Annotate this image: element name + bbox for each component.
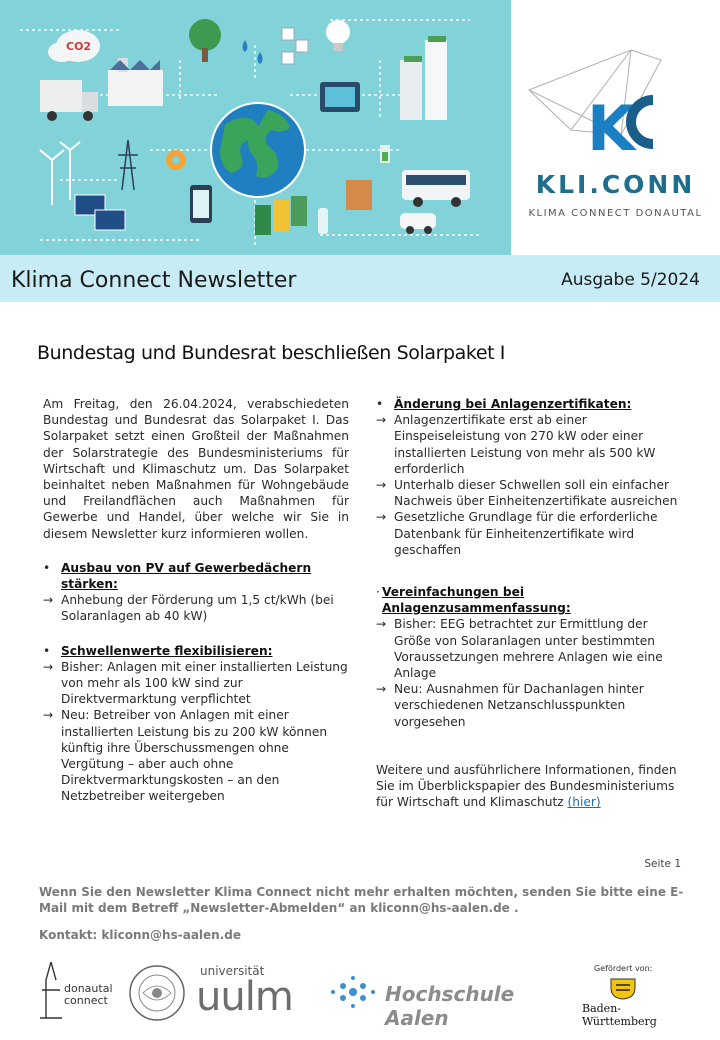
- seal-icon: [128, 964, 186, 1022]
- issue-number: Ausgabe 5/2024: [561, 270, 700, 290]
- globe-icon: [211, 103, 305, 197]
- hochschule-aalen-logo: [325, 972, 570, 1030]
- intro-paragraph: Am Freitag, den 26.04.2024, verabschiedeten Bundestag und Bundesrat das Solarpaket I. Das Solarpaket setzt einen Großteil der Maßnahmen der Solarstrategie des Bundesministeriums für Wirtschaft und Klimaschutz um. Das Solarpaket beinhaltet neben Maßnahmen für Wohngebäude und Freilandflächen auch Maßnahmen für Gewerbe und Handel, über welche wir Sie in diesem Newsletter kurz informieren wollen.: [43, 397, 349, 541]
- church-icon: [36, 960, 66, 1020]
- list-item: [376, 477, 686, 509]
- right-column: [376, 396, 686, 810]
- battery-icon: [380, 145, 390, 163]
- list-item-text: Anhebung der Förderung um 1,5 ct/kWh (bei Solaranlagen ab 40 kW): [61, 593, 334, 624]
- bullet: •: [43, 560, 51, 575]
- arrow-icon: →: [376, 413, 387, 428]
- uulm-big-text: uulm: [196, 974, 293, 1020]
- list-item: [43, 659, 349, 708]
- left-column: [43, 396, 349, 823]
- arrow-icon: →: [376, 682, 387, 697]
- smartphone-icon: [190, 185, 212, 223]
- bw-logo-text: Baden-Württemberg: [582, 1002, 657, 1028]
- coat-of-arms-icon: [608, 976, 638, 1000]
- partner-logos: [0, 950, 720, 1030]
- list-item-text: Neu: Betreiber von Anlagen mit einer installierten Leistung bis zu 200 kW können künftig ihre Überschussmengen ohne Vergütung – aber auch ohne Direktvermarktungskosten – an den Netzbetreiber weitergeben: [61, 708, 328, 804]
- newsletter-title-bar: [0, 255, 720, 302]
- more-info-link[interactable]: (hier): [567, 795, 601, 810]
- monitor-icon: [320, 82, 360, 112]
- section-title: Änderung bei Anlagenzertifikaten:: [394, 397, 632, 411]
- list-item: [43, 592, 349, 624]
- baden-wuerttemberg-logo: [560, 962, 690, 1028]
- newsletter-title: Klima Connect Newsletter: [11, 268, 297, 293]
- brand-subtitle: KLIMA CONNECT DONAUTAL: [528, 208, 703, 219]
- list-item-text: Bisher: EEG betrachtet zur Ermittlung der Größe von Solaranlagen unter bestimmten Voraussetzungen mehrere Anlagen wie eine Anlage: [394, 617, 663, 681]
- hero-illustration: [0, 0, 511, 255]
- more-info-paragraph: [376, 762, 686, 811]
- list-item-text: Neu: Ausnahmen für Dachanlagen hinter verschiedenen Netzanschlusspunkten vorgesehen: [394, 682, 644, 729]
- university-seal-logo: [128, 964, 186, 1022]
- aalen-logo-text: Hochschule Aalen: [385, 982, 515, 1030]
- co2-label: CO2: [66, 40, 92, 53]
- contact-info: Kontakt: kliconn@hs-aalen.de: [39, 928, 241, 942]
- bullet: ·: [376, 585, 380, 600]
- unsubscribe-note: Wenn Sie den Newsletter Klima Connect nicht mehr erhalten möchten, senden Sie bitte eine E-Mail mit dem Betreff „Newsletter-Abmelden“ an kliconn@hs-aalen.de .: [39, 885, 684, 915]
- list-item: [376, 509, 686, 558]
- section-pv-gewerbe: [43, 560, 349, 625]
- list-item-text: Bisher: Anlagen mit einer installierten Leistung von mehr als 100 kW sind zur Direktvermarktung verpflichtet: [61, 659, 348, 707]
- list-item: [43, 707, 349, 804]
- arrow-icon: →: [43, 659, 54, 674]
- gefoerdert-label: Gefördert von:: [594, 964, 653, 973]
- arrow-icon: →: [376, 510, 387, 525]
- list-item: [376, 681, 686, 730]
- page-number: Seite 1: [644, 858, 681, 870]
- brand-name: KLI.CONN: [535, 170, 696, 199]
- bottle-icon: [318, 208, 328, 234]
- list-item-text: Unterhalb dieser Schwellen soll ein einfacher Nachweis über Einheitenzertifikate ausreichen: [394, 478, 678, 509]
- section-title: Ausbau von PV auf Gewerbedächern stärken:: [61, 560, 312, 592]
- list-item: [376, 412, 686, 477]
- bullet: •: [43, 643, 51, 658]
- section-schwellenwerte: [43, 643, 349, 805]
- article-headline: Bundestag und Bundesrat beschließen Solarpaket I: [37, 342, 506, 364]
- section-anlagenzertifikate: [376, 396, 686, 558]
- donautal-connect-logo: [36, 960, 113, 1020]
- shopping-bag-icon: [346, 180, 372, 210]
- section-title: Schwellenwerte flexibilisieren:: [61, 643, 273, 658]
- section-anlagenzusammenfassung: [376, 584, 686, 730]
- gear-icon: [166, 150, 186, 170]
- arrow-icon: →: [43, 708, 54, 723]
- section-title: Vereinfachungen bei Anlagenzusammenfassung:: [382, 585, 571, 616]
- uulm-small-text: universität: [200, 964, 265, 978]
- arrow-icon: →: [376, 617, 387, 632]
- aalen-dots-icon: [325, 972, 381, 1012]
- kliconn-logo: [511, 0, 720, 255]
- arrow-icon: →: [376, 478, 387, 493]
- arrow-icon: →: [43, 593, 54, 608]
- svg-text:K: K: [587, 92, 636, 165]
- more-info-text: Weitere und ausführlichere Informationen, finden Sie im Überblickspapier des Bundesministeriums für Wirtschaft und Klimaschutz: [376, 762, 677, 810]
- list-item-text: Anlagenzertifikate erst ab einer Einspeiseleistung von 270 kW oder einer installierten Leistung von mehr als 500 kW erforderlich: [394, 413, 656, 476]
- uulm-logo: [196, 962, 316, 1022]
- donautal-logo-text: donautal connect: [64, 982, 113, 1007]
- list-item-text: Gesetzliche Grundlage für die erforderliche Datenbank für Einheitenzertifikate wird geschaffen: [394, 510, 658, 557]
- kliconn-emblem-icon: [511, 0, 720, 170]
- bullet: •: [376, 397, 384, 411]
- list-item: [376, 616, 686, 681]
